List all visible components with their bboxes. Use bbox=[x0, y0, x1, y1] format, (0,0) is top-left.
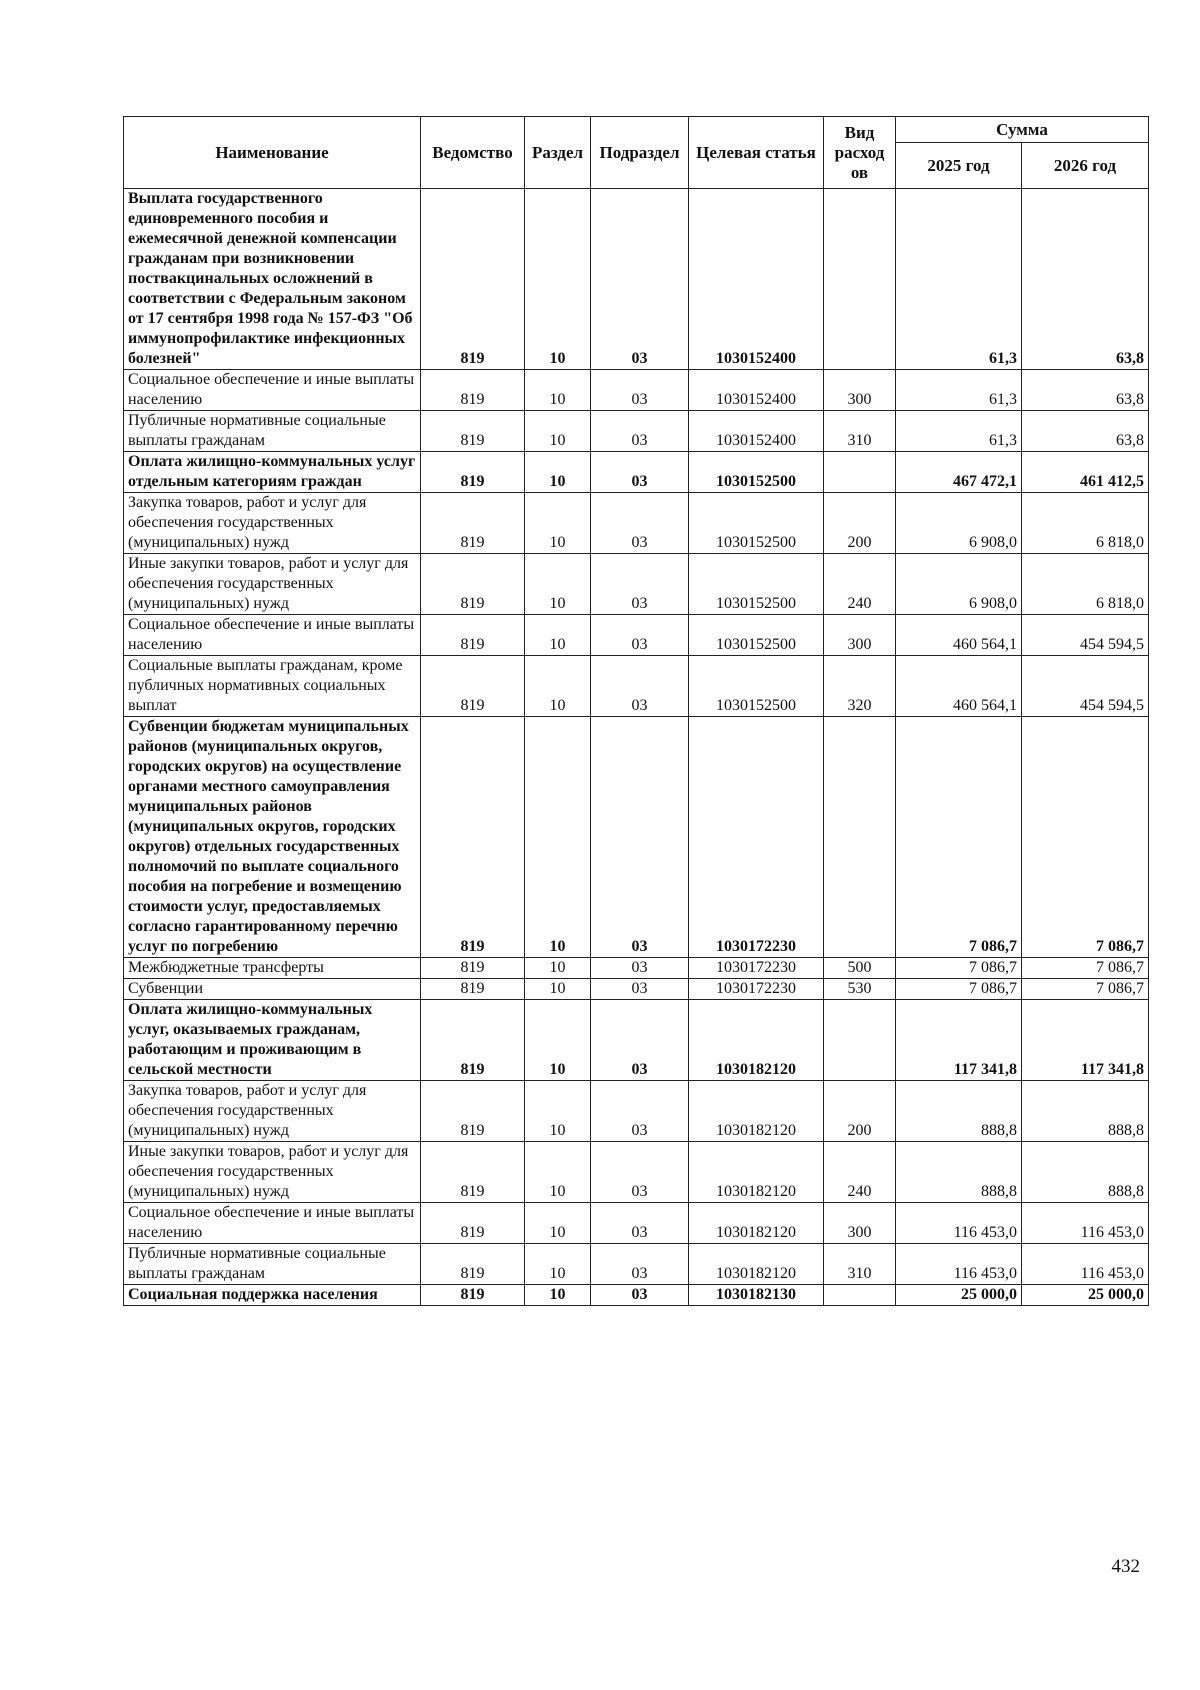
cell-department: 819 bbox=[421, 1142, 525, 1203]
cell-target-article: 1030172230 bbox=[689, 958, 824, 979]
table-row bbox=[124, 411, 1149, 452]
cell-subsection: 03 bbox=[591, 1203, 689, 1244]
cell-subsection: 03 bbox=[591, 979, 689, 1000]
cell-sum-2025: 117 341,8 bbox=[896, 1000, 1022, 1081]
cell-target-article: 1030172230 bbox=[689, 979, 824, 1000]
cell-sum-2026: 116 453,0 bbox=[1022, 1203, 1149, 1244]
cell-expense-type: 300 bbox=[824, 1203, 896, 1244]
cell-expense-type: 240 bbox=[824, 1142, 896, 1203]
cell-target-article: 1030182120 bbox=[689, 1203, 824, 1244]
cell-expense-type: 310 bbox=[824, 1244, 896, 1285]
cell-section: 10 bbox=[525, 717, 591, 958]
cell-target-article: 1030152500 bbox=[689, 656, 824, 717]
cell-target-article: 1030182120 bbox=[689, 1081, 824, 1142]
cell-department: 819 bbox=[421, 1285, 525, 1306]
cell-department: 819 bbox=[421, 493, 525, 554]
cell-name: Оплата жилищно-коммунальных услуг отдельным категориям граждан bbox=[124, 452, 421, 493]
cell-sum-2025: 6 908,0 bbox=[896, 493, 1022, 554]
table-row bbox=[124, 979, 1149, 1000]
header-target-article: Целевая статья bbox=[689, 117, 824, 189]
header-year-2026: 2026 год bbox=[1022, 143, 1149, 189]
cell-sum-2025: 116 453,0 bbox=[896, 1203, 1022, 1244]
table-row bbox=[124, 1142, 1149, 1203]
cell-sum-2025: 467 472,1 bbox=[896, 452, 1022, 493]
cell-sum-2025: 61,3 bbox=[896, 189, 1022, 370]
cell-expense-type: 200 bbox=[824, 493, 896, 554]
cell-section: 10 bbox=[525, 1142, 591, 1203]
cell-sum-2026: 7 086,7 bbox=[1022, 958, 1149, 979]
cell-section: 10 bbox=[525, 493, 591, 554]
cell-expense-type: 500 bbox=[824, 958, 896, 979]
cell-department: 819 bbox=[421, 411, 525, 452]
cell-section: 10 bbox=[525, 452, 591, 493]
cell-sum-2026: 63,8 bbox=[1022, 189, 1149, 370]
cell-target-article: 1030152400 bbox=[689, 189, 824, 370]
page-number: 432 bbox=[1111, 1556, 1140, 1577]
cell-subsection: 03 bbox=[591, 656, 689, 717]
cell-sum-2025: 460 564,1 bbox=[896, 615, 1022, 656]
budget-table bbox=[123, 116, 1149, 1306]
cell-sum-2025: 888,8 bbox=[896, 1142, 1022, 1203]
cell-target-article: 1030182120 bbox=[689, 1000, 824, 1081]
cell-sum-2026: 6 818,0 bbox=[1022, 493, 1149, 554]
cell-sum-2025: 6 908,0 bbox=[896, 554, 1022, 615]
cell-sum-2026: 454 594,5 bbox=[1022, 656, 1149, 717]
cell-name: Социальное обеспечение и иные выплаты населению bbox=[124, 1203, 421, 1244]
cell-department: 819 bbox=[421, 189, 525, 370]
table-row bbox=[124, 554, 1149, 615]
cell-target-article: 1030152500 bbox=[689, 493, 824, 554]
cell-section: 10 bbox=[525, 370, 591, 411]
cell-department: 819 bbox=[421, 717, 525, 958]
cell-target-article: 1030172230 bbox=[689, 717, 824, 958]
cell-sum-2026: 7 086,7 bbox=[1022, 717, 1149, 958]
cell-section: 10 bbox=[525, 1285, 591, 1306]
table-row bbox=[124, 370, 1149, 411]
table-row bbox=[124, 189, 1149, 370]
table-row bbox=[124, 615, 1149, 656]
cell-section: 10 bbox=[525, 411, 591, 452]
cell-section: 10 bbox=[525, 656, 591, 717]
cell-sum-2025: 7 086,7 bbox=[896, 717, 1022, 958]
cell-department: 819 bbox=[421, 1244, 525, 1285]
cell-sum-2026: 7 086,7 bbox=[1022, 979, 1149, 1000]
cell-expense-type bbox=[824, 1285, 896, 1306]
cell-department: 819 bbox=[421, 1081, 525, 1142]
cell-expense-type: 530 bbox=[824, 979, 896, 1000]
cell-section: 10 bbox=[525, 1081, 591, 1142]
cell-sum-2026: 63,8 bbox=[1022, 370, 1149, 411]
table-header bbox=[124, 117, 1149, 189]
cell-subsection: 03 bbox=[591, 1000, 689, 1081]
cell-expense-type bbox=[824, 1000, 896, 1081]
cell-department: 819 bbox=[421, 554, 525, 615]
cell-sum-2026: 117 341,8 bbox=[1022, 1000, 1149, 1081]
cell-section: 10 bbox=[525, 1000, 591, 1081]
cell-target-article: 1030182120 bbox=[689, 1142, 824, 1203]
cell-target-article: 1030182120 bbox=[689, 1244, 824, 1285]
cell-expense-type: 300 bbox=[824, 370, 896, 411]
cell-department: 819 bbox=[421, 656, 525, 717]
cell-expense-type: 300 bbox=[824, 615, 896, 656]
cell-name: Публичные нормативные социальные выплаты гражданам bbox=[124, 411, 421, 452]
cell-section: 10 bbox=[525, 958, 591, 979]
cell-sum-2025: 25 000,0 bbox=[896, 1285, 1022, 1306]
cell-target-article: 1030152500 bbox=[689, 554, 824, 615]
cell-name: Иные закупки товаров, работ и услуг для обеспечения государственных (муниципальных) нужд bbox=[124, 1142, 421, 1203]
cell-subsection: 03 bbox=[591, 717, 689, 958]
cell-sum-2026: 888,8 bbox=[1022, 1142, 1149, 1203]
cell-subsection: 03 bbox=[591, 411, 689, 452]
header-subsection: Подраздел bbox=[591, 117, 689, 189]
table-row bbox=[124, 958, 1149, 979]
table-row bbox=[124, 1000, 1149, 1081]
cell-expense-type: 240 bbox=[824, 554, 896, 615]
cell-subsection: 03 bbox=[591, 189, 689, 370]
cell-sum-2026: 461 412,5 bbox=[1022, 452, 1149, 493]
table-row bbox=[124, 1203, 1149, 1244]
header-year-2025: 2025 год bbox=[896, 143, 1022, 189]
table-row bbox=[124, 656, 1149, 717]
cell-subsection: 03 bbox=[591, 493, 689, 554]
table-row bbox=[124, 1285, 1149, 1306]
cell-department: 819 bbox=[421, 1203, 525, 1244]
cell-subsection: 03 bbox=[591, 1081, 689, 1142]
cell-name: Закупка товаров, работ и услуг для обеспечения государственных (муниципальных) нужд bbox=[124, 1081, 421, 1142]
cell-subsection: 03 bbox=[591, 958, 689, 979]
cell-subsection: 03 bbox=[591, 452, 689, 493]
cell-expense-type bbox=[824, 189, 896, 370]
cell-section: 10 bbox=[525, 189, 591, 370]
cell-subsection: 03 bbox=[591, 1285, 689, 1306]
cell-sum-2025: 888,8 bbox=[896, 1081, 1022, 1142]
cell-sum-2025: 61,3 bbox=[896, 370, 1022, 411]
cell-department: 819 bbox=[421, 615, 525, 656]
cell-subsection: 03 bbox=[591, 1142, 689, 1203]
cell-target-article: 1030182130 bbox=[689, 1285, 824, 1306]
cell-department: 819 bbox=[421, 979, 525, 1000]
cell-department: 819 bbox=[421, 452, 525, 493]
cell-target-article: 1030152500 bbox=[689, 452, 824, 493]
cell-subsection: 03 bbox=[591, 554, 689, 615]
table-row bbox=[124, 1244, 1149, 1285]
cell-sum-2026: 6 818,0 bbox=[1022, 554, 1149, 615]
cell-name: Субвенции бюджетам муниципальных районов (муниципальных округов, городских округов) на осуществление органами местного самоуправления муниципальных районов (муниципальных округов, городских округов) отдельных государственных полномочий по выплате социального пособия на погребение и возмещению стоимости услуг, предоставляемых согласно гарантированному перечню услуг по погребению bbox=[124, 717, 421, 958]
cell-expense-type: 320 bbox=[824, 656, 896, 717]
header-section: Раздел bbox=[525, 117, 591, 189]
table-row bbox=[124, 1081, 1149, 1142]
table-body bbox=[124, 189, 1149, 1306]
cell-subsection: 03 bbox=[591, 370, 689, 411]
cell-section: 10 bbox=[525, 554, 591, 615]
cell-name: Закупка товаров, работ и услуг для обеспечения государственных (муниципальных) нужд bbox=[124, 493, 421, 554]
cell-name: Иные закупки товаров, работ и услуг для обеспечения государственных (муниципальных) нужд bbox=[124, 554, 421, 615]
cell-sum-2025: 7 086,7 bbox=[896, 979, 1022, 1000]
cell-name: Социальное обеспечение и иные выплаты населению bbox=[124, 615, 421, 656]
cell-target-article: 1030152500 bbox=[689, 615, 824, 656]
cell-name: Социальное обеспечение и иные выплаты населению bbox=[124, 370, 421, 411]
cell-department: 819 bbox=[421, 370, 525, 411]
cell-section: 10 bbox=[525, 615, 591, 656]
header-name: Наименование bbox=[124, 117, 421, 189]
header-department: Ведомство bbox=[421, 117, 525, 189]
header-sum: Сумма bbox=[896, 117, 1149, 143]
cell-section: 10 bbox=[525, 979, 591, 1000]
cell-sum-2026: 454 594,5 bbox=[1022, 615, 1149, 656]
cell-target-article: 1030152400 bbox=[689, 411, 824, 452]
cell-sum-2025: 7 086,7 bbox=[896, 958, 1022, 979]
table-row bbox=[124, 493, 1149, 554]
cell-name: Субвенции bbox=[124, 979, 421, 1000]
cell-sum-2025: 61,3 bbox=[896, 411, 1022, 452]
cell-section: 10 bbox=[525, 1203, 591, 1244]
cell-section: 10 bbox=[525, 1244, 591, 1285]
cell-name: Публичные нормативные социальные выплаты гражданам bbox=[124, 1244, 421, 1285]
cell-department: 819 bbox=[421, 1000, 525, 1081]
cell-name: Межбюджетные трансферты bbox=[124, 958, 421, 979]
cell-sum-2025: 116 453,0 bbox=[896, 1244, 1022, 1285]
cell-subsection: 03 bbox=[591, 615, 689, 656]
header-expense-type: Вид расход ов bbox=[824, 117, 896, 189]
cell-expense-type: 310 bbox=[824, 411, 896, 452]
cell-department: 819 bbox=[421, 958, 525, 979]
cell-name: Выплата государственного единовременного пособия и ежемесячной денежной компенсации гражданам при возникновении поствакцинальных осложнений в соответствии с Федеральным законом от 17 сентября 1998 года № 157-ФЗ "Об иммунопрофилактике инфекционных болезней" bbox=[124, 189, 421, 370]
cell-sum-2026: 888,8 bbox=[1022, 1081, 1149, 1142]
cell-target-article: 1030152400 bbox=[689, 370, 824, 411]
cell-expense-type: 200 bbox=[824, 1081, 896, 1142]
cell-sum-2026: 25 000,0 bbox=[1022, 1285, 1149, 1306]
table-row bbox=[124, 717, 1149, 958]
cell-expense-type bbox=[824, 452, 896, 493]
cell-name: Социальные выплаты гражданам, кроме публичных нормативных социальных выплат bbox=[124, 656, 421, 717]
cell-sum-2026: 63,8 bbox=[1022, 411, 1149, 452]
cell-sum-2026: 116 453,0 bbox=[1022, 1244, 1149, 1285]
cell-name: Оплата жилищно-коммунальных услуг, оказываемых гражданам, работающим и проживающим в сельской местности bbox=[124, 1000, 421, 1081]
cell-subsection: 03 bbox=[591, 1244, 689, 1285]
cell-expense-type bbox=[824, 717, 896, 958]
table-row bbox=[124, 452, 1149, 493]
cell-sum-2025: 460 564,1 bbox=[896, 656, 1022, 717]
cell-name: Социальная поддержка населения bbox=[124, 1285, 421, 1306]
